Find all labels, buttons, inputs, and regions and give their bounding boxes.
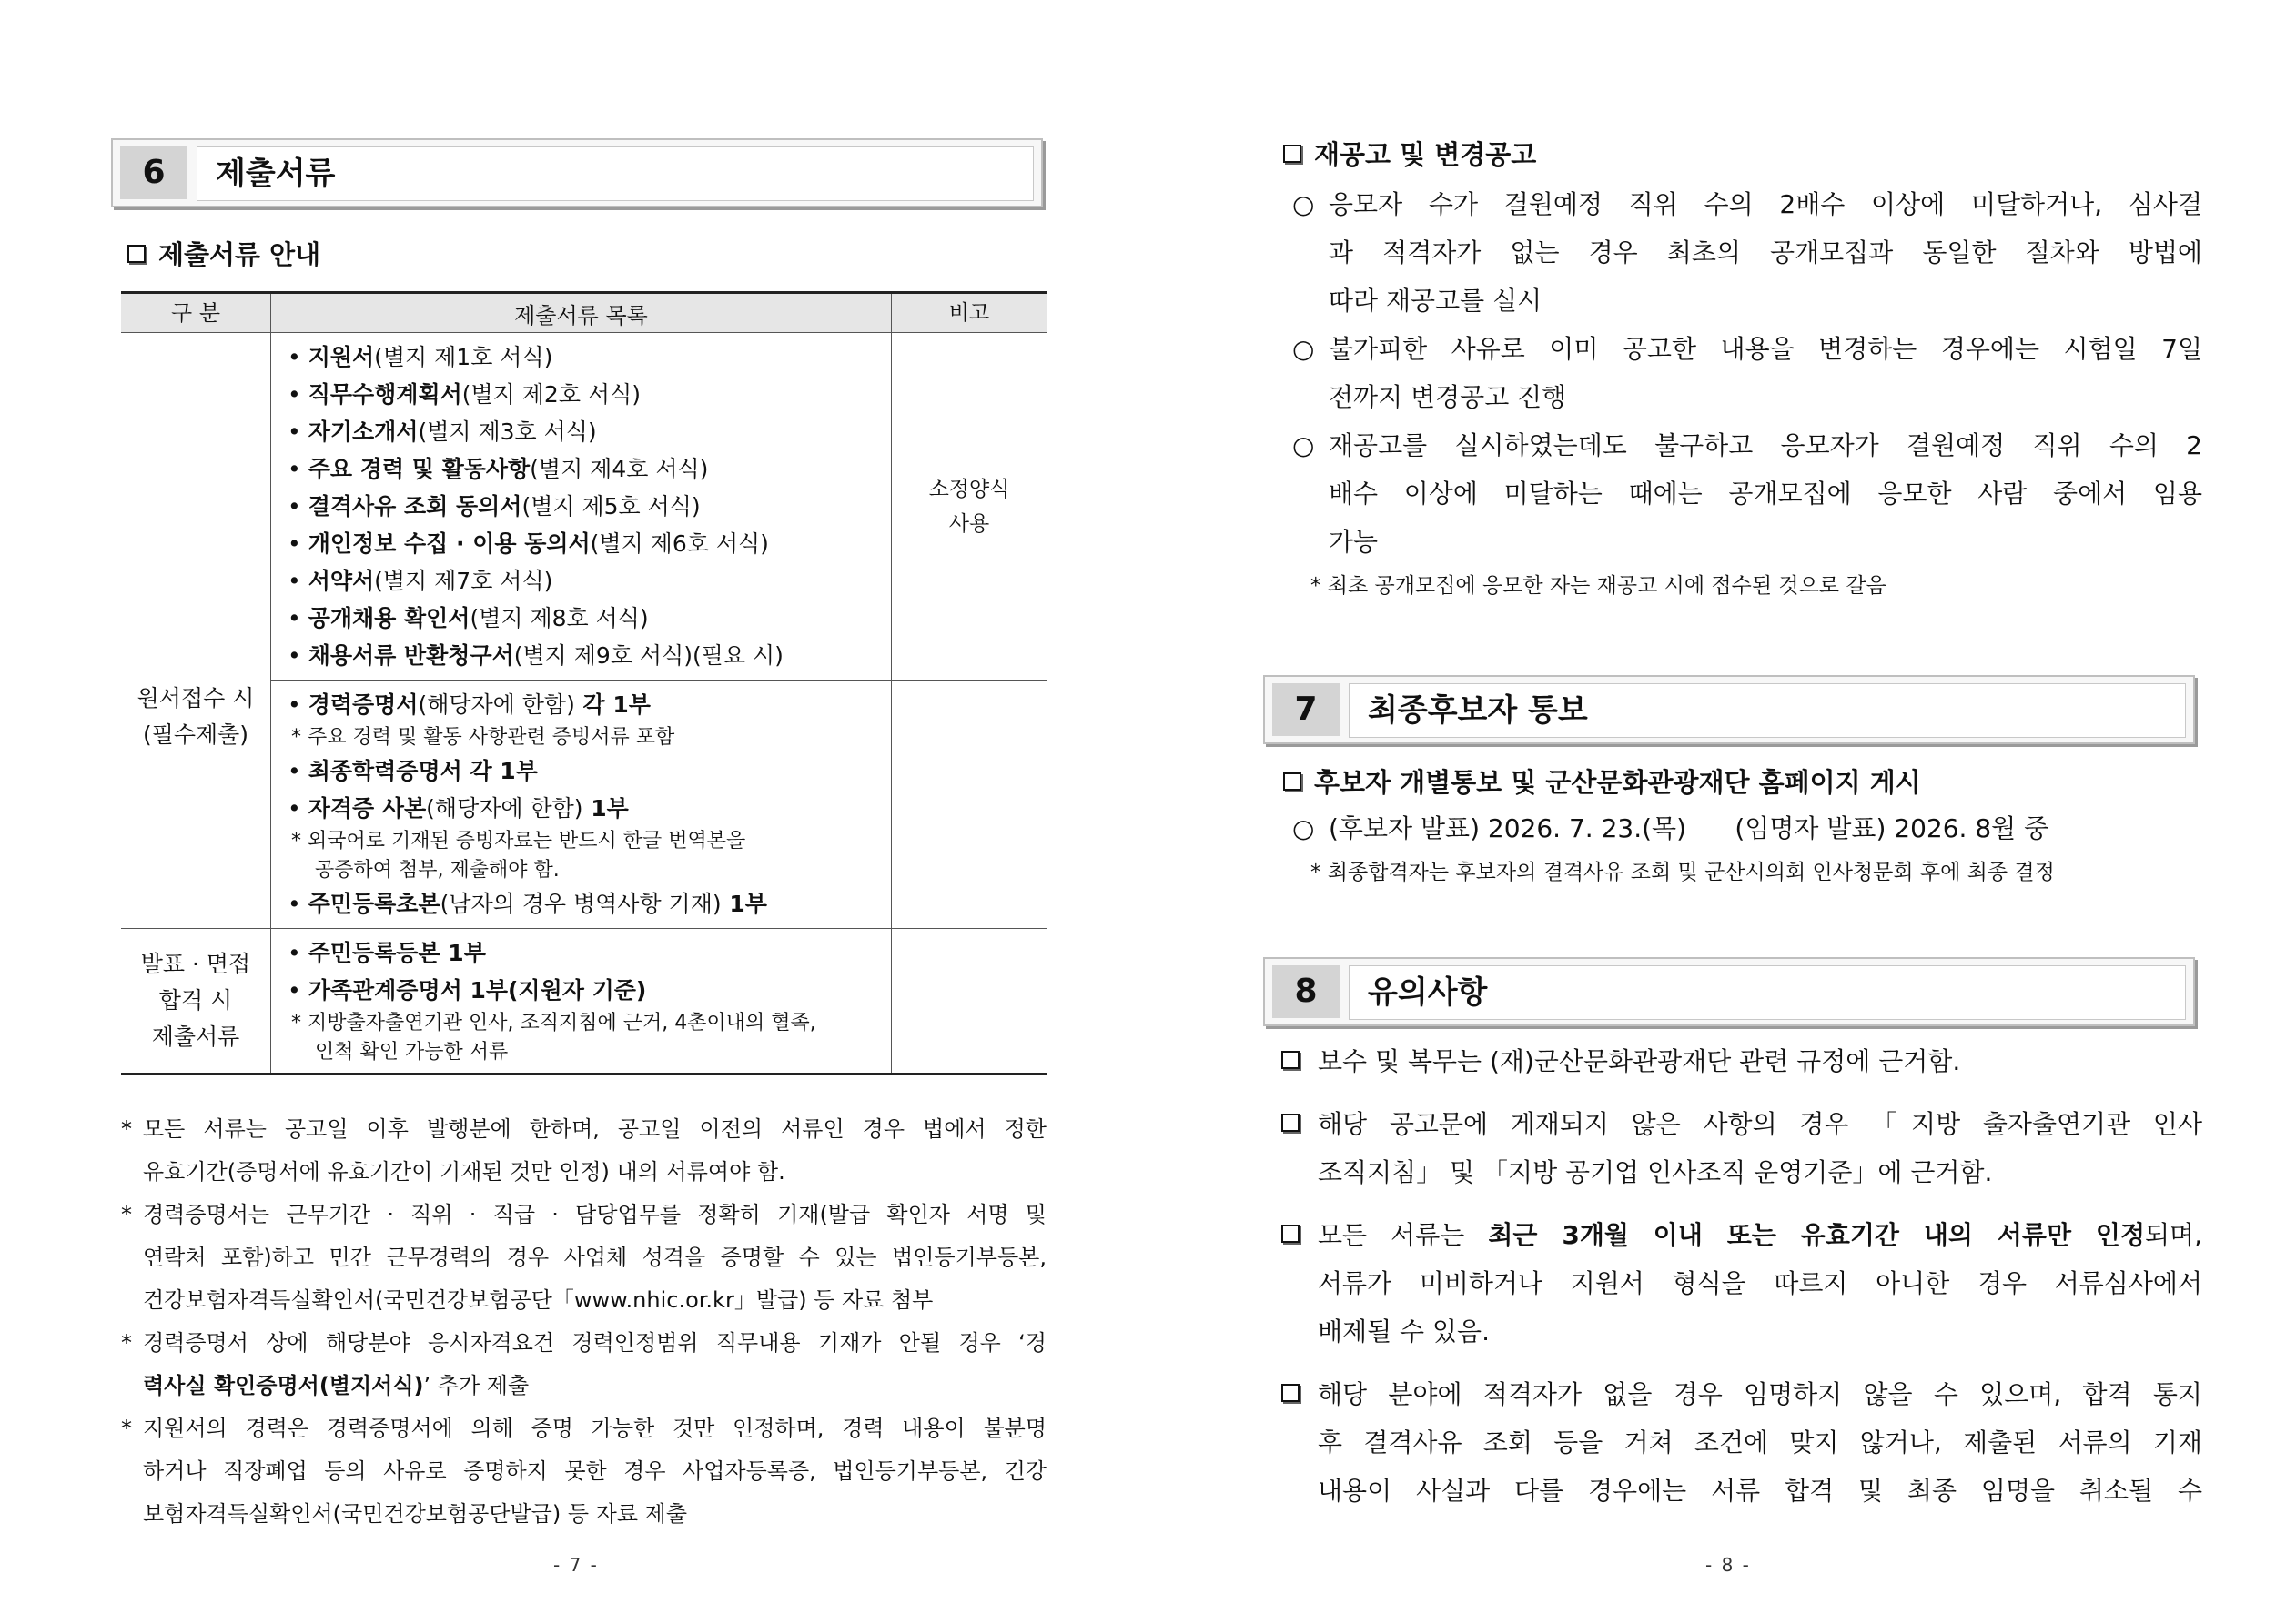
list-item: • 경력증명서(해당자에 한함) 각 1부 xyxy=(288,691,651,718)
page-number: - 8 - xyxy=(1705,1554,1751,1576)
list-item: • 자기소개서(별지 제3호 서식) xyxy=(288,419,597,445)
footnote: * 경력증명서 상에 해당분야 응시자격요건 경력인정범위 직무내용 기재가 안될 경우 ‘경 력사실 확인증명서(별지서식)’ 추가 제출 xyxy=(121,1330,1047,1398)
page-8 xyxy=(1148,0,2296,1624)
footnote: * 경력증명서는 근무기간 · 직위 · 직급 · 담당업무를 정확히 기재(발급 확인자 서명 및 연락처 포함)하고 민간 근무경력의 경우 사업체 성격을 증명할 수 있는 법인등기부등본, 건강보험자격득실확인서(국민건강보험공단「www.nhic.or.kr」발급) 등 자료 첨부 xyxy=(121,1202,1047,1313)
checkbox-bullet-icon xyxy=(1281,1384,1300,1402)
list-note: 인척 확인 가능한 서류 xyxy=(315,1041,509,1064)
subheading-submission-guide: 제출서류 안내 xyxy=(127,235,320,272)
list-item: • 공개채용 확인서(별지 제8호 서식) xyxy=(288,605,649,631)
document-list xyxy=(271,333,892,681)
section-number: 8 xyxy=(1272,965,1340,1018)
re-announcement-body xyxy=(1292,180,2202,607)
checkbox-bullet-icon xyxy=(1281,1114,1300,1132)
section-number: 6 xyxy=(120,146,187,199)
list-item: • 개인정보 수집 · 이용 동의서(별지 제6호 서식) xyxy=(288,530,769,557)
page-number: - 7 - xyxy=(553,1554,599,1576)
check-bullet xyxy=(1281,1370,1312,1418)
subheading-candidate-notice: 후보자 개별통보 및 군산문화관광재단 홈페이지 게시 xyxy=(1283,762,1921,800)
note: * 최초 공개모집에 응모한 자는 재공고 시에 접수된 것으로 갈음 xyxy=(1310,574,1886,598)
subheading-re-announcement: 재공고 및 변경공고 xyxy=(1283,135,1536,172)
table-row xyxy=(121,333,1047,681)
circle-item: ○ 재공고를 실시하였는데도 불구하고 응모자가 결원예정 직위 수의 2 배수 이상에 미달하는 때에는 공개모집에 응모한 사람 중에서 임용 가능 xyxy=(1292,421,2202,566)
check-item: 모든 서류는 최근 3개월 이내 또는 유효기간 내의 서류만 인정되며, 서류가 미비하거나 지원서 형식을 따르지 아니한 경우 서류심사에서 배제될 수 있음. xyxy=(1281,1211,2202,1356)
section-header-6 xyxy=(111,138,1043,207)
footnote: * 모든 서류는 공고일 이후 발행분에 한하며, 공고일 이전의 서류인 경우 법에서 정한 유효기간(증명서에 유효기간이 기재된 것만 인정) 내의 서류여야 함. xyxy=(121,1116,1047,1185)
column-header: 비고 xyxy=(892,293,1047,333)
section-number: 7 xyxy=(1272,683,1340,736)
table-row xyxy=(121,929,1047,1074)
circle-item: ○ 응모자 수가 결원예정 직위 수의 2배수 이상에 미달하거나, 심사결 과 적격자가 없는 경우 최초의 공개모집과 동일한 절차와 방법에 따라 재공고를 실시 xyxy=(1292,180,2202,325)
check-item: 해당 분야에 적격자가 없을 경우 임명하지 않을 수 있으며, 합격 통지 후 결격사유 조회 등을 거쳐 조건에 맞지 않거나, 제출된 서류의 기재 내용이 사실과 다를 경우에는 서류 합격 및 최종 임명을 취소될 수 xyxy=(1281,1370,2202,1515)
document-list xyxy=(271,929,892,1074)
footnote: * 지원서의 경력은 경력증명서에 의해 증명 가능한 것만 인정하며, 경력 내용이 불분명 하거나 직장폐업 등의 사유로 증명하지 못한 경우 사업자등록증, 법인등기부등본, 건강 보험자격득실확인서(국민건강보험공단발급) 등 자료 제출 xyxy=(121,1416,1047,1527)
circle-bullet-icon: ○ xyxy=(1292,189,1315,219)
column-header: 구 분 xyxy=(121,293,271,333)
candidate-notice-body xyxy=(1292,804,2202,893)
row-label-line: 제출서류 xyxy=(151,1024,240,1050)
row-label-line: 원서접수 시 xyxy=(137,685,255,711)
list-item: • 주민등록초본(남자의 경우 병역사항 기재) 1부 xyxy=(288,891,767,917)
row-label-application xyxy=(121,333,271,929)
note: * 최종합격자는 후보자의 결격사유 조회 및 군산시의회 인사청문회 후에 최종 결정 xyxy=(1310,861,2055,884)
list-item: • 최종학력증명서 각 1부 xyxy=(288,758,538,784)
footnotes xyxy=(121,1108,1047,1536)
list-note: * 지방출자출연기관 인사, 조직지침에 근거, 4촌이내의 혈족, xyxy=(291,1012,816,1034)
list-item: • 주민등록등본 1부 xyxy=(288,940,486,966)
circle-bullet-icon: ○ xyxy=(1292,813,1315,843)
section-title: 최종후보자 통보 xyxy=(1349,683,2186,738)
row-label-line: 합격 시 xyxy=(158,987,233,1014)
remark-line: 소정양식 xyxy=(928,477,1010,501)
check-item: 해당 공고문에 게재되지 않은 사항의 경우 「지방 출자출연기관 인사 조직지침」 및 「지방 공기업 인사조직 운영기준」에 근거함. xyxy=(1281,1100,2202,1196)
list-item: • 지원서(별지 제1호 서식) xyxy=(288,344,553,370)
checkbox-bullet-icon xyxy=(1283,772,1301,791)
circle-item: ○ 불가피한 사유로 이미 공고한 내용을 변경하는 경우에는 시험일 7일 전까지 변경공고 진행 xyxy=(1292,325,2202,421)
section-header-8 xyxy=(1263,957,2195,1026)
checkbox-bullet-icon xyxy=(1281,1225,1300,1243)
check-bullet xyxy=(1281,1211,1312,1259)
precautions-body xyxy=(1281,1037,2202,1515)
row-label-line: (필수제출) xyxy=(142,721,249,748)
remark-cell xyxy=(892,929,1047,1074)
list-item: • 서약서(별지 제7호 서식) xyxy=(288,568,553,594)
list-note: 공증하여 첨부, 제출해야 함. xyxy=(315,859,560,882)
circle-bullet-icon: ○ xyxy=(1292,334,1315,364)
remark-cell xyxy=(892,681,1047,929)
table-header-row xyxy=(121,293,1047,333)
list-note: * 외국어로 기재된 증빙자료는 반드시 한글 번역본을 xyxy=(291,830,746,852)
section-title: 유의사항 xyxy=(1349,965,2186,1020)
check-item: 보수 및 복무는 (재)군산문화관광재단 관련 규정에 근거함. xyxy=(1281,1037,2202,1085)
circle-item: ○ (후보자 발표) 2026. 7. 23.(목) (임명자 발표) 2026. 8월 중 xyxy=(1292,804,2202,852)
list-note: * 주요 경력 및 활동 사항관련 증빙서류 포함 xyxy=(291,726,675,749)
list-item: • 주요 경력 및 활동사항(별지 제4호 서식) xyxy=(288,456,709,482)
list-item: • 가족관계증명서 1부(지원자 기준) xyxy=(288,977,647,1004)
remark-cell xyxy=(892,333,1047,681)
list-item: • 자격증 사본(해당자에 한함) 1부 xyxy=(288,795,629,822)
row-label-interview xyxy=(121,929,271,1074)
document-list xyxy=(271,681,892,929)
row-label-line: 발표 · 면접 xyxy=(140,951,251,977)
check-bullet xyxy=(1281,1037,1312,1085)
remark-line: 사용 xyxy=(948,511,990,536)
list-item: • 채용서류 반환청구서(별지 제9호 서식)(필요 시) xyxy=(288,642,784,669)
list-item: • 직무수행계획서(별지 제2호 서식) xyxy=(288,381,641,408)
section-header-7 xyxy=(1263,675,2195,744)
checkbox-bullet-icon xyxy=(1281,1051,1300,1069)
column-header: 제출서류 목록 xyxy=(271,293,892,333)
list-item: • 결격사유 조회 동의서(별지 제5호 서식) xyxy=(288,493,701,519)
checkbox-bullet-icon xyxy=(127,245,146,263)
submission-documents-table xyxy=(121,291,1047,1075)
check-bullet xyxy=(1281,1100,1312,1148)
checkbox-bullet-icon xyxy=(1283,145,1301,163)
section-title: 제출서류 xyxy=(197,146,1034,201)
circle-bullet-icon: ○ xyxy=(1292,430,1315,460)
